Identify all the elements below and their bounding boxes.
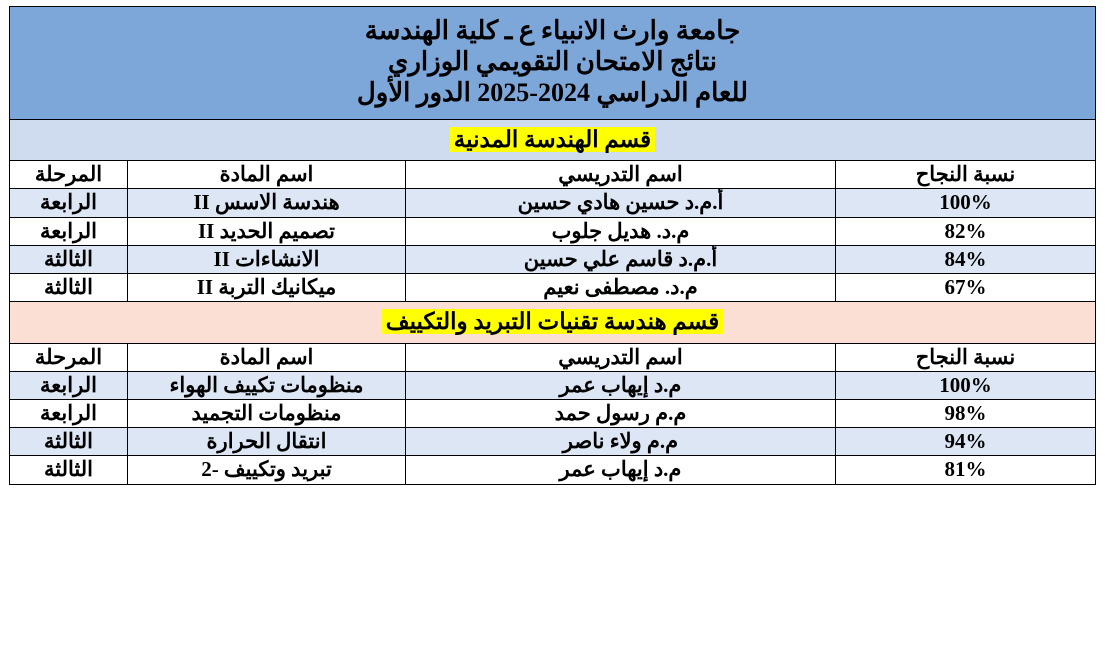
column-header-row-hvac	[9, 343, 1095, 371]
department-label-hvac: قسم هندسة تقنيات التبريد والتكييف	[382, 309, 723, 334]
table-row	[9, 189, 1095, 217]
title-line-2: نتائج الامتحان التقويمي الوزاري	[388, 47, 717, 77]
column-header-subject: اسم المادة	[128, 343, 406, 371]
title-line-1: جامعة وارث الانبياء ع ـ كلية الهندسة	[364, 16, 741, 45]
cell-teacher: أ.م.د قاسم علي حسين	[406, 245, 836, 273]
cell-teacher: أ.م.د حسين هادي حسين	[406, 189, 836, 217]
department-label-civil: قسم الهندسة المدنية	[450, 127, 655, 152]
cell-stage: الرابعة	[9, 400, 127, 428]
cell-subject: تبريد وتكييف -2	[128, 456, 406, 484]
column-header-teacher: اسم التدريسي	[406, 161, 836, 189]
cell-ratio: 82%	[836, 217, 1096, 245]
department-header-civil	[9, 119, 1095, 161]
cell-stage: الرابعة	[9, 189, 127, 217]
cell-subject: انتقال الحرارة	[128, 428, 406, 456]
cell-ratio: 100%	[836, 189, 1096, 217]
table-row	[9, 456, 1095, 484]
cell-teacher: م.د إيهاب عمر	[406, 371, 836, 399]
cell-teacher: م.د. مصطفى نعيم	[406, 273, 836, 301]
department-row-hvac	[9, 302, 1095, 344]
cell-subject: منظومات التجميد	[128, 400, 406, 428]
cell-teacher: م.م رسول حمد	[406, 400, 836, 428]
table-row	[9, 273, 1095, 301]
cell-stage: الرابعة	[9, 371, 127, 399]
column-header-row-civil	[9, 161, 1095, 189]
results-table	[9, 6, 1096, 485]
cell-ratio: 81%	[836, 456, 1096, 484]
title-line-3: للعام الدراسي 2024-2025 الدور الأول	[356, 78, 749, 108]
cell-ratio: 84%	[836, 245, 1096, 273]
column-header-stage: المرحلة	[9, 161, 127, 189]
cell-teacher: م.د. هديل جلوب	[406, 217, 836, 245]
table-row	[9, 245, 1095, 273]
cell-subject: ميكانيك التربة II	[128, 273, 406, 301]
department-header-hvac	[9, 302, 1095, 344]
table-row	[9, 217, 1095, 245]
cell-subject: منظومات تكييف الهواء	[128, 371, 406, 399]
cell-subject: الانشاءات II	[128, 245, 406, 273]
table-row	[9, 428, 1095, 456]
table-row	[9, 400, 1095, 428]
cell-subject: هندسة الاسس II	[128, 189, 406, 217]
column-header-subject: اسم المادة	[128, 161, 406, 189]
document-title	[9, 7, 1095, 120]
cell-subject: تصميم الحديد II	[128, 217, 406, 245]
column-header-ratio: نسبة النجاح	[836, 161, 1096, 189]
cell-stage: الثالثة	[9, 428, 127, 456]
department-row-civil	[9, 119, 1095, 161]
title-row	[9, 7, 1095, 120]
cell-stage: الثالثة	[9, 456, 127, 484]
cell-stage: الثالثة	[9, 245, 127, 273]
cell-teacher: م.م ولاء ناصر	[406, 428, 836, 456]
column-header-teacher: اسم التدريسي	[406, 343, 836, 371]
cell-ratio: 94%	[836, 428, 1096, 456]
cell-stage: الرابعة	[9, 217, 127, 245]
cell-ratio: 100%	[836, 371, 1096, 399]
cell-teacher: م.د إيهاب عمر	[406, 456, 836, 484]
column-header-ratio: نسبة النجاح	[836, 343, 1096, 371]
column-header-stage: المرحلة	[9, 343, 127, 371]
table-row	[9, 371, 1095, 399]
cell-ratio: 98%	[836, 400, 1096, 428]
cell-ratio: 67%	[836, 273, 1096, 301]
cell-stage: الثالثة	[9, 273, 127, 301]
